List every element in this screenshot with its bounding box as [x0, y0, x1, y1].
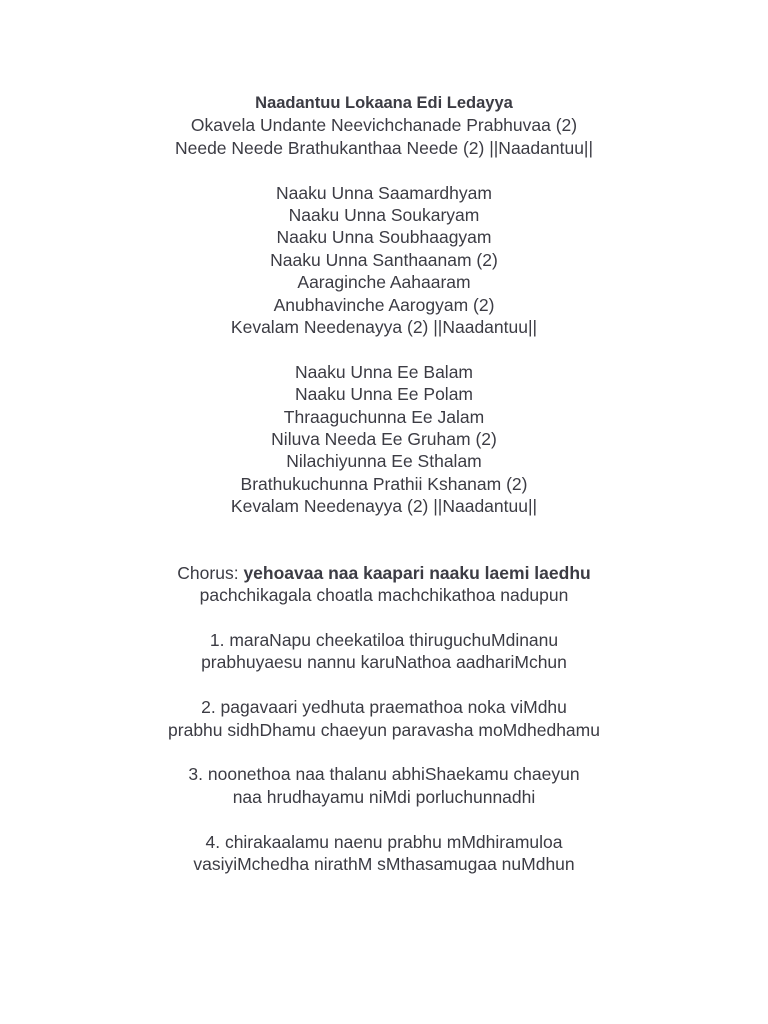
verse-2-line: Niluva Needa Ee Gruham (2) [271, 429, 497, 450]
stanza-2 [0, 696, 768, 741]
verse-1-line: Aaraginche Aahaaram [297, 272, 471, 293]
verse-2-line: Nilachiyunna Ee Sthalam [286, 451, 482, 472]
stanza-4 [0, 831, 768, 876]
verse-1-line: Naaku Unna Santhaanam (2) [270, 249, 498, 270]
chorus-bold-text: yehoavaa naa kaapari naaku laemi laedhu [243, 562, 591, 583]
verse-2-line: Naaku Unna Ee Balam [294, 361, 474, 382]
chorus [0, 562, 768, 607]
verse-2 [0, 361, 768, 518]
verse-1-line: Naaku Unna Soukaryam [288, 205, 480, 226]
stanza-line: vasiyiMchedha nirathM sMthasamugaa nuMdhun [193, 853, 575, 874]
intro-line-1: Okavela Undante Neevichchanade Prabhuvaa (2) [190, 115, 578, 136]
stanza-line: 4. chirakaalamu naenu prabhu mMdhiramuloa [205, 831, 563, 852]
lyrics-page [0, 92, 768, 875]
stanza-1 [0, 629, 768, 674]
stanza-line: naa hrudhayamu niMdi porluchunnadhi [232, 786, 536, 807]
verse-1-line: Naaku Unna Saamardhyam [276, 182, 492, 203]
verse-2-line: Brathukuchunna Prathii Kshanam (2) [240, 473, 528, 494]
stanza-line: prabhuyaesu nannu karuNathoa aadhariMchun [201, 652, 567, 673]
chorus-label: Chorus: [177, 562, 244, 583]
intro-line-2: Neede Neede Brathukanthaa Neede (2) ||Naadantuu|| [174, 137, 594, 158]
verse-2-line: Kevalam Needenayya (2) ||Naadantuu|| [230, 496, 538, 517]
verse-1-line: Naaku Unna Soubhaagyam [276, 227, 492, 248]
chorus-line-2: pachchikagala choatla machchikathoa nadupun [199, 585, 569, 606]
chorus-line-1 [0, 562, 768, 584]
stanza-line: 2. pagavaari yedhuta praemathoa noka viMdhu [201, 697, 567, 718]
stanza-3 [0, 763, 768, 808]
stanza-line: 3. noonethoa naa thalanu abhiShaekamu chaeyun [188, 764, 580, 785]
verse-2-line: Naaku Unna Ee Polam [294, 384, 474, 405]
stanza-line: 1. maraNapu cheekatiloa thiruguchuMdinanu [209, 629, 559, 650]
verse-1-line: Anubhavinche Aarogyam (2) [273, 294, 495, 315]
verse-2-line: Thraaguchunna Ee Jalam [283, 406, 485, 427]
verse-1-line: Kevalam Needenayya (2) ||Naadantuu|| [230, 317, 538, 338]
verse-1 [0, 182, 768, 339]
song-title: Naadantuu Lokaana Edi Ledayya [255, 94, 513, 112]
stanza-line: prabhu sidhDhamu chaeyun paravasha moMdhedhamu [168, 719, 600, 740]
